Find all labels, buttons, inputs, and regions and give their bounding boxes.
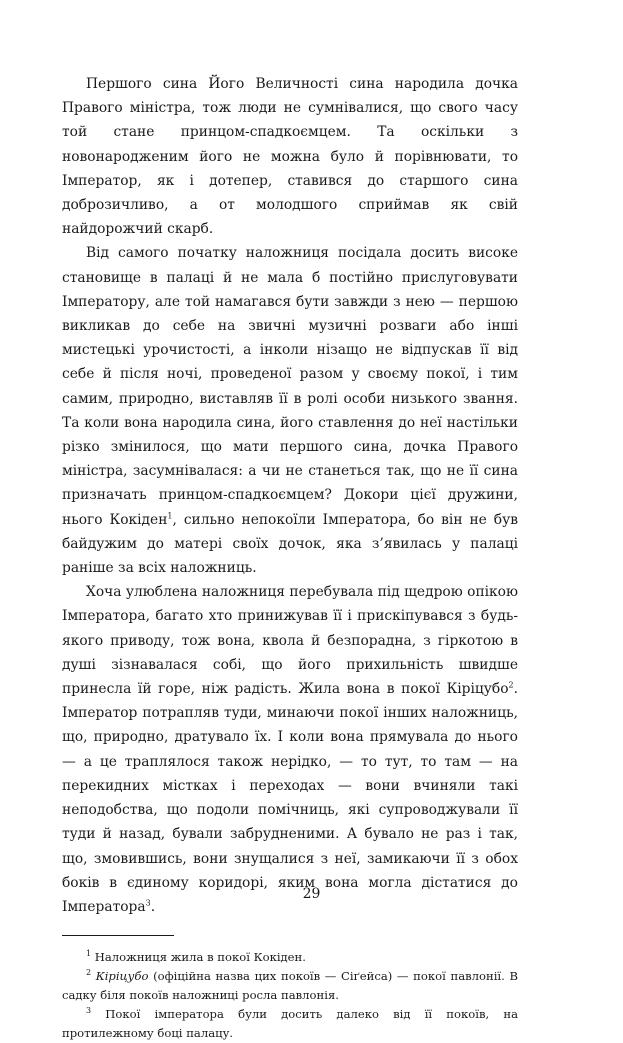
paragraph-3-text-c: . <box>150 898 156 915</box>
paragraph-3-text-b: . Імператор потрапляв туди, минаючи покої інших наложниць, що, природно, дратувало їх. І коли вона прямувала до нього — а це траплялося також нерідко, — то тут, то там — на перекидних містках і переходах — вони вчиняли такі неподобства, що подоли помічниць, які супроводжували її туди й назад, бували забрудненими. А бувало не раз і так, що, змовившись, вони знущалися з неї, замикаючи її з обох боків в єдиному коридорі, яким вона могла дістатися до Імператора <box>62 681 518 915</box>
paragraph-3-text-a: Хоча улюблена наложниця перебувала під щедрою опікою Імператора, багато хто принижував її і прискіпувався з будь-якого приводу, тож вона, квола й безпорадна, з гіркотою в душі зізнавалася собі, що його прихильність швидше принесла їй горе, ніж радість. Жила вона в покої Кіріцубо <box>62 584 518 698</box>
paragraph-2-text-a: Від самого початку наложниця посідала досить високе становище в палаці й не мала б постійно прислуговувати Імператору, але той намагався бути завжди з нею — першою викликав до себе на звичні музичні розваги або інші мистецькі урочистості, а інколи нізащо не відпускав її від себе й після ночі, проведеної разом у своєму покої, і тим самим, природно, виставляв її в ролі особи низького звання. Та коли вона народила сина, його ставлення до неї настільки різко змінилося, що мати першого сина, дочка Правого міністра, засумнівалася: а чи не станеться так, що не її сина призначать принцом-спадкоємцем? Докори цієї дружини, нього Кокіден <box>62 245 518 528</box>
footnote-ref-1[interactable]: 1 <box>167 511 173 521</box>
main-text <box>62 72 518 919</box>
paragraph-1 <box>62 72 518 241</box>
footnote-1-number: 1 <box>86 949 92 959</box>
footnote-1 <box>62 948 518 967</box>
footnote-2-text: (офіційна назва цих покоїв — Сіґейса) — покої павлонії. В садку біля покоїв наложниці росла павлонія. <box>62 969 518 1003</box>
footnote-divider <box>62 935 174 936</box>
footnote-1-text: Наложниця жила в покої Кокіден. <box>94 950 306 965</box>
footnote-2-number: 2 <box>86 968 92 978</box>
footnote-ref-3[interactable]: 3 <box>145 898 151 908</box>
paragraph-2-text-b: , сильно непокоїли Імператора, бо він не був байдужим до матері своїх дочок, яка з’явилась у палаці раніше за всіх наложниць. <box>62 511 518 577</box>
footnote-3-number: 3 <box>86 1006 92 1016</box>
paragraph-2 <box>62 241 518 580</box>
page-number: 29 <box>302 886 321 902</box>
paragraph-1-text: Першого сина Його Величності сина народила дочка Правого міністра, тож люди не сумнівалися, що свого часу той стане принцом-спадкоємцем. Та оскільки з новонародженим його не можна було й порівнювати, то Імператор, як і дотепер, ставився до старшого сина доброзичливо, а от молодшого сприймав як свій найдорожчий скарб. <box>62 76 518 238</box>
footnote-ref-2[interactable]: 2 <box>508 680 514 690</box>
paragraph-3 <box>62 580 518 919</box>
footnote-3-text: Покої імператора були досить далеко від її покоїв, на протилежному боці палацу. <box>62 1007 518 1041</box>
footnote-3 <box>62 1005 518 1043</box>
footnotes-section <box>62 948 518 1043</box>
footnote-2-term: Кіріцубо <box>95 969 149 984</box>
footnote-2 <box>62 967 518 1005</box>
